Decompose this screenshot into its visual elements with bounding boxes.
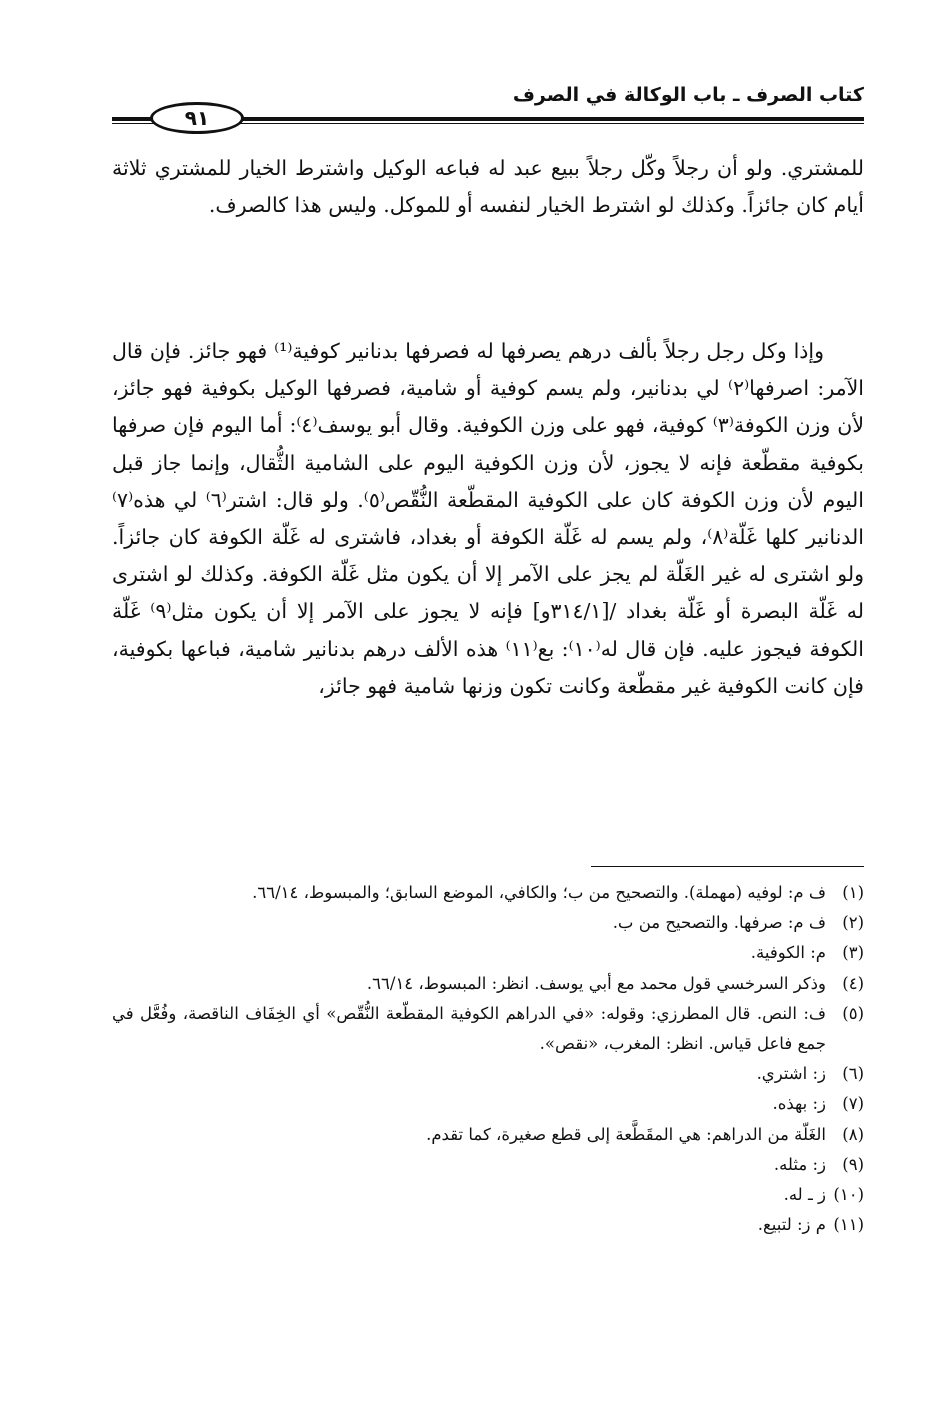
footnote-number: (١٠) xyxy=(833,1185,864,1205)
footnote-number: (٧) xyxy=(842,1094,864,1114)
footnote xyxy=(112,1180,864,1210)
footnote-number: (١) xyxy=(842,883,864,902)
paragraph-text xyxy=(112,333,864,705)
footnote-number: (٩) xyxy=(842,1154,864,1174)
footnote xyxy=(112,938,864,968)
paragraph-body: وإذا وكل رجل رجلاً بألف درهم يصرفها له فصرفها بدنانير كوفية⁽¹⁾ فهو جائز. فإن قال الآمر: اصرفها⁽٢⁾ لي بدنانير، ولم يسم كوفية أو شامية، فصرفها الوكيل بكوفية فهو جائز، لأن وزن الكوفة⁽٣⁾ كوفية، فهو على وزن الكوفية. وقال أبو يوسف⁽٤⁾: أما اليوم فإن صرفها بكوفية مقطّعة فإنه لا يجوز، لأن وزن الكوفية اليوم على الشامية الثُّقال، وإنما جاز قبل اليوم لأن وزن الكوفة كان على الكوفية المقطّعة النُّقّص⁽٥⁾. ولو قال: اشتر⁽٦⁾ لي هذه⁽٧⁾ الدنانير كلها غَلّة⁽٨⁾، ولم يسم له غَلّة الكوفة أو بغداد، فاشترى له غَلّة الكوفة كان جائزاً. ولو اشترى له غير الغَلّة لم يجز على الآمر إلا أن يكون مثل غَلّة الكوفة. وكذلك لو اشترى له غَلّة البصرة أو غَلّة بغداد /[٣١٤/١و] فإنه لا يجوز على الآمر إلا أن يكون مثل⁽٩⁾ غَلّة الكوفة فيجوز عليه. فإن قال له⁽١٠⁾: بع⁽١١⁾ هذه الألف درهم بدنانير شامية، فباعها بكوفية، فإن كانت الكوفية غير مقطّعة وكانت تكون وزنها شامية فهو جائز، xyxy=(112,339,865,698)
footnote-text: ز: مثله. xyxy=(773,1154,826,1174)
footnote-text: وذكر السرخسي قول محمد مع أبي يوسف. انظر: المبسوط، ٦٦/١٤. xyxy=(366,973,826,993)
footnote-text: ز: اشتري. xyxy=(756,1064,826,1084)
footnote-separator xyxy=(591,866,864,867)
footnote-number: (٦) xyxy=(842,1064,864,1084)
footnote xyxy=(112,969,864,999)
paragraph-text: للمشتري. ولو أن رجلاً وكّل رجلاً ببيع عبد له فباعه الوكيل واشترط الخيار للمشتري ثلاثة أيام كان جائزاً. وكذلك لو اشترط الخيار لنفسه أو للموكل. وليس هذا كالصرف. xyxy=(112,156,864,218)
footnote-number: (٥) xyxy=(842,1003,864,1023)
page-header xyxy=(112,82,864,132)
footnote-number: (٣) xyxy=(842,943,864,963)
footnote-text: م ز: لتبيع. xyxy=(757,1215,826,1235)
paragraph-2 xyxy=(112,333,864,705)
footnote xyxy=(112,1150,864,1180)
footnote xyxy=(112,1059,864,1089)
footnotes xyxy=(112,878,864,1240)
footnote xyxy=(112,999,864,1059)
footnote-text: ف م: لوفيه (مهملة). والتصحيح من ب؛ والكافي، الموضع السابق؛ والمبسوط، ٦٦/١٤. xyxy=(252,883,826,902)
footnote-number: (٨) xyxy=(842,1124,864,1144)
footnote-text: م: الكوفية. xyxy=(750,943,826,963)
footnote-text: ز: بهذه. xyxy=(772,1094,826,1114)
footnote xyxy=(112,1120,864,1150)
footnote-number: (٤) xyxy=(842,973,864,993)
footnote-text: الغَلّة من الدراهم: هي المقَطَّعة إلى قطع صغيرة، كما تقدم. xyxy=(426,1124,826,1144)
footnote xyxy=(112,1210,864,1240)
footnote-text: ف: النص. قال المطرزي: وقوله: «في الدراهم الكوفية المقطّعة النُّقّص» أي الخِفَاف الناقصة، وفُعَّل في جمع فاعل قياس. انظر: المغرب، «نقص». xyxy=(112,1003,826,1054)
footnote-number: (١١) xyxy=(833,1215,864,1235)
page-number-badge xyxy=(150,102,244,134)
running-title: كتاب الصرف ـ باب الوكالة في الصرف xyxy=(512,84,864,106)
footnote-text: ف م: صرفها. والتصحيح من ب. xyxy=(612,913,826,933)
footnote-number: (٢) xyxy=(842,913,864,933)
footnote xyxy=(112,908,864,938)
paragraph-1 xyxy=(112,150,864,224)
footnote xyxy=(112,878,864,908)
footnote-text: ز ـ له. xyxy=(783,1185,826,1205)
page-number: ٩١ xyxy=(184,106,210,130)
footnote xyxy=(112,1089,864,1119)
